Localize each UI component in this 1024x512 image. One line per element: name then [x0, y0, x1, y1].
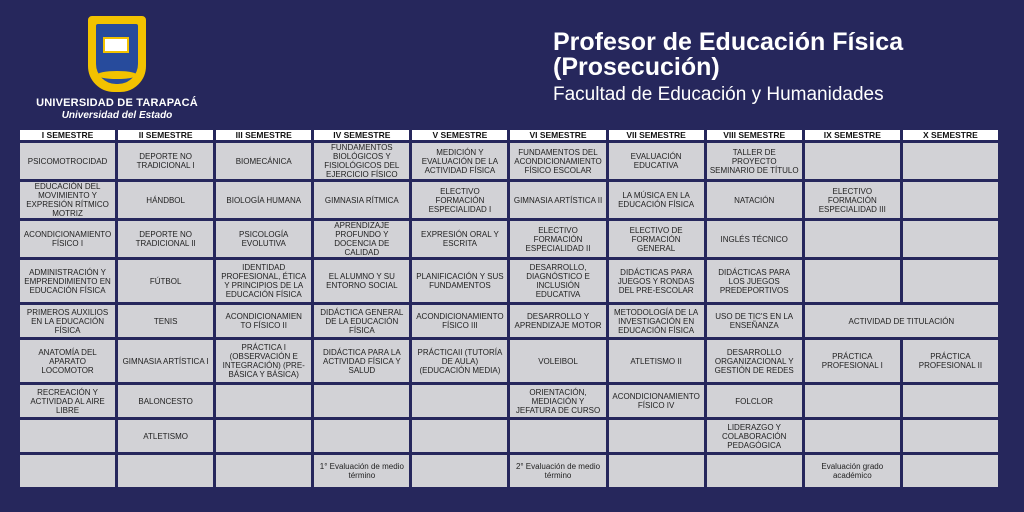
course-cell: ATLETISMO — [118, 420, 213, 452]
course-row — [20, 385, 998, 417]
course-row — [20, 143, 998, 179]
course-cell: PRIMEROS AUXILIOS EN LA EDUCACIÓN FÍSICA — [20, 305, 115, 337]
course-cell: TENIS — [118, 305, 213, 337]
empty-cell — [903, 420, 998, 452]
course-cell: EL ALUMNO Y SU ENTORNO SOCIAL — [314, 260, 409, 302]
course-cell: GIMNASIA ARTÍSTICA I — [118, 340, 213, 382]
semester-header: II SEMESTRE — [118, 130, 213, 140]
course-cell: ELECTIVO DE FORMACIÓN GENERAL — [609, 221, 704, 257]
course-cell: DIDÁCTICAS PARA LOS JUEGOS PREDEPORTIVOS — [707, 260, 802, 302]
empty-cell — [118, 455, 213, 487]
course-cell: USO DE TIC'S EN LA ENSEÑANZA — [707, 305, 802, 337]
course-cell: ACTIVIDAD DE TITULACIÓN — [805, 305, 998, 337]
semester-header: IV SEMESTRE — [314, 130, 409, 140]
course-cell: BIOMECÁNICA — [216, 143, 311, 179]
empty-cell — [20, 420, 115, 452]
course-row — [20, 260, 998, 302]
empty-cell — [903, 385, 998, 417]
course-row — [20, 305, 998, 337]
shield-icon — [88, 16, 146, 92]
empty-cell — [805, 260, 900, 302]
empty-cell — [805, 143, 900, 179]
course-row — [20, 221, 998, 257]
course-cell: ADMINISTRACIÓN Y EMPRENDIMIENTO EN EDUCACIÓN FÍSICA — [20, 260, 115, 302]
course-cell: EDUCACIÓN DEL MOVIMIENTO Y EXPRESIÓN RÍTMICO MOTRIZ — [20, 182, 115, 218]
empty-cell — [707, 455, 802, 487]
semester-header: X SEMESTRE — [903, 130, 998, 140]
course-row — [20, 340, 998, 382]
empty-cell — [20, 455, 115, 487]
empty-cell — [216, 385, 311, 417]
course-cell: ACONDICIONAMIENTO FÍSICO III — [412, 305, 507, 337]
course-cell: DESARROLLO ORGANIZACIONAL Y GESTIÓN DE REDES — [707, 340, 802, 382]
empty-cell — [805, 385, 900, 417]
empty-cell — [314, 420, 409, 452]
course-cell: DESARROLLO, DIAGNÓSTICO E INCLUSIÓN EDUCATIVA — [510, 260, 605, 302]
program-title: Profesor de Educación Física (Prosecución) — [553, 28, 904, 81]
semester-header: III SEMESTRE — [216, 130, 311, 140]
course-cell: ORIENTACIÓN, MEDIACIÓN Y JEFATURA DE CURSO — [510, 385, 605, 417]
course-cell: VOLEIBOL — [510, 340, 605, 382]
course-cell: PSICOMOTROCIDAD — [20, 143, 115, 179]
curriculum-grid — [20, 130, 1004, 490]
course-cell: EVALUACIÓN EDUCATIVA — [609, 143, 704, 179]
course-cell: ELECTIVO FORMACIÓN ESPECIALIDAD II — [510, 221, 605, 257]
course-cell: ATLETISMO II — [609, 340, 704, 382]
course-cell: DIDÁCTICA PARA LA ACTIVIDAD FÍSICA Y SALUD — [314, 340, 409, 382]
empty-cell — [314, 385, 409, 417]
course-cell: DESARROLLO Y APRENDIZAJE MOTOR — [510, 305, 605, 337]
semester-header: IX SEMESTRE — [805, 130, 900, 140]
course-cell: PLANIFICACIÓN Y SUS FUNDAMENTOS — [412, 260, 507, 302]
course-cell: ANATOMÍA DEL APARATO LOCOMOTOR — [20, 340, 115, 382]
empty-cell — [903, 143, 998, 179]
empty-cell — [903, 221, 998, 257]
faculty-name: Facultad de Educación y Humanidades — [553, 84, 884, 105]
course-cell: ELECTIVO FORMACIÓN ESPECIALIDAD I — [412, 182, 507, 218]
course-cell: DEPORTE NO TRADICIONAL I — [118, 143, 213, 179]
course-cell: INGLÉS TÉCNICO — [707, 221, 802, 257]
semester-header-row — [20, 130, 998, 140]
course-cell: Evaluación grado académico — [805, 455, 900, 487]
course-cell: DEPORTE NO TRADICIONAL II — [118, 221, 213, 257]
empty-cell — [412, 420, 507, 452]
empty-cell — [510, 420, 605, 452]
empty-cell — [412, 455, 507, 487]
course-cell: GIMNASIA RÍTMICA — [314, 182, 409, 218]
course-cell: PRÁCTICA I (OBSERVACIÓN E INTEGRACIÓN) (PRE-BÁSICA Y BÁSICA) — [216, 340, 311, 382]
course-cell: FUNDAMENTOS BIOLÓGICOS Y FISIOLÓGICOS DEL EJERCICIO FÍSICO — [314, 143, 409, 179]
semester-header: V SEMESTRE — [412, 130, 507, 140]
semester-header: VII SEMESTRE — [609, 130, 704, 140]
semester-header: VIII SEMESTRE — [707, 130, 802, 140]
university-logo — [22, 16, 212, 121]
university-name: UNIVERSIDAD DE TARAPACÁ — [36, 97, 198, 109]
course-cell: FÚTBOL — [118, 260, 213, 302]
course-row — [20, 455, 998, 487]
course-cell: RECREACIÓN Y ACTIVIDAD AL AIRE LIBRE — [20, 385, 115, 417]
empty-cell — [805, 420, 900, 452]
course-cell: BALONCESTO — [118, 385, 213, 417]
course-cell: BIOLOGÍA HUMANA — [216, 182, 311, 218]
empty-cell — [903, 182, 998, 218]
course-cell: ELECTIVO FORMACIÓN ESPECIALIDAD III — [805, 182, 900, 218]
course-row — [20, 420, 998, 452]
course-cell: PRÁCTICAII (TUTORÍA DE AULA) (EDUCACIÓN MEDIA) — [412, 340, 507, 382]
empty-cell — [903, 455, 998, 487]
course-cell: IDENTIDAD PROFESIONAL, ÉTICA Y PRINCIPIOS DE LA EDUCACIÓN FÍSICA — [216, 260, 311, 302]
course-cell: 1° Evaluación de medio término — [314, 455, 409, 487]
course-row — [20, 182, 998, 218]
empty-cell — [805, 221, 900, 257]
course-cell: PRÁCTICA PROFESIONAL II — [903, 340, 998, 382]
course-cell: APRENDIZAJE PROFUNDO Y DOCENCIA DE CALIDAD — [314, 221, 409, 257]
course-cell: PSICOLOGÍA EVOLUTIVA — [216, 221, 311, 257]
empty-cell — [903, 260, 998, 302]
semester-header: I SEMESTRE — [20, 130, 115, 140]
empty-cell — [609, 420, 704, 452]
course-cell: ACONDICIONAMIEN TO FÍSICO II — [216, 305, 311, 337]
course-cell: MEDICIÓN Y EVALUACIÓN DE LA ACTIVIDAD FÍSICA — [412, 143, 507, 179]
course-cell: PRÁCTICA PROFESIONAL I — [805, 340, 900, 382]
course-cell: DIDÁCTICA GENERAL DE LA EDUCACIÓN FÍSICA — [314, 305, 409, 337]
course-cell: NATACIÓN — [707, 182, 802, 218]
header — [553, 30, 903, 106]
course-cell: HÁNDBOL — [118, 182, 213, 218]
semester-header: VI SEMESTRE — [510, 130, 605, 140]
course-cell: 2° Evaluación de medio término — [510, 455, 605, 487]
course-cell: EXPRESIÓN ORAL Y ESCRITA — [412, 221, 507, 257]
course-cell: TALLER DE PROYECTO SEMINARIO DE TÍTULO — [707, 143, 802, 179]
empty-cell — [412, 385, 507, 417]
course-cell: METODOLOGÍA DE LA INVESTIGACIÓN EN EDUCACIÓN FÍSICA — [609, 305, 704, 337]
course-cell: LIDERAZGO Y COLABORACIÓN PEDAGÓGICA — [707, 420, 802, 452]
course-cell: FUNDAMENTOS DEL ACONDICIONAMIENTO FÍSICO ESCOLAR — [510, 143, 605, 179]
course-cell: LA MÚSICA EN LA EDUCACIÓN FÍSICA — [609, 182, 704, 218]
university-subtitle: Universidad del Estado — [61, 110, 173, 121]
empty-cell — [216, 455, 311, 487]
course-cell: FOLCLOR — [707, 385, 802, 417]
empty-cell — [216, 420, 311, 452]
course-cell: ACONDICIONAMIENTO FÍSICO IV — [609, 385, 704, 417]
course-cell: GIMNASIA ARTÍSTICA II — [510, 182, 605, 218]
course-cell: ACONDICIONAMIENTO FÍSICO I — [20, 221, 115, 257]
course-cell: DIDÁCTICAS PARA JUEGOS Y RONDAS DEL PRE-ESCOLAR — [609, 260, 704, 302]
empty-cell — [609, 455, 704, 487]
